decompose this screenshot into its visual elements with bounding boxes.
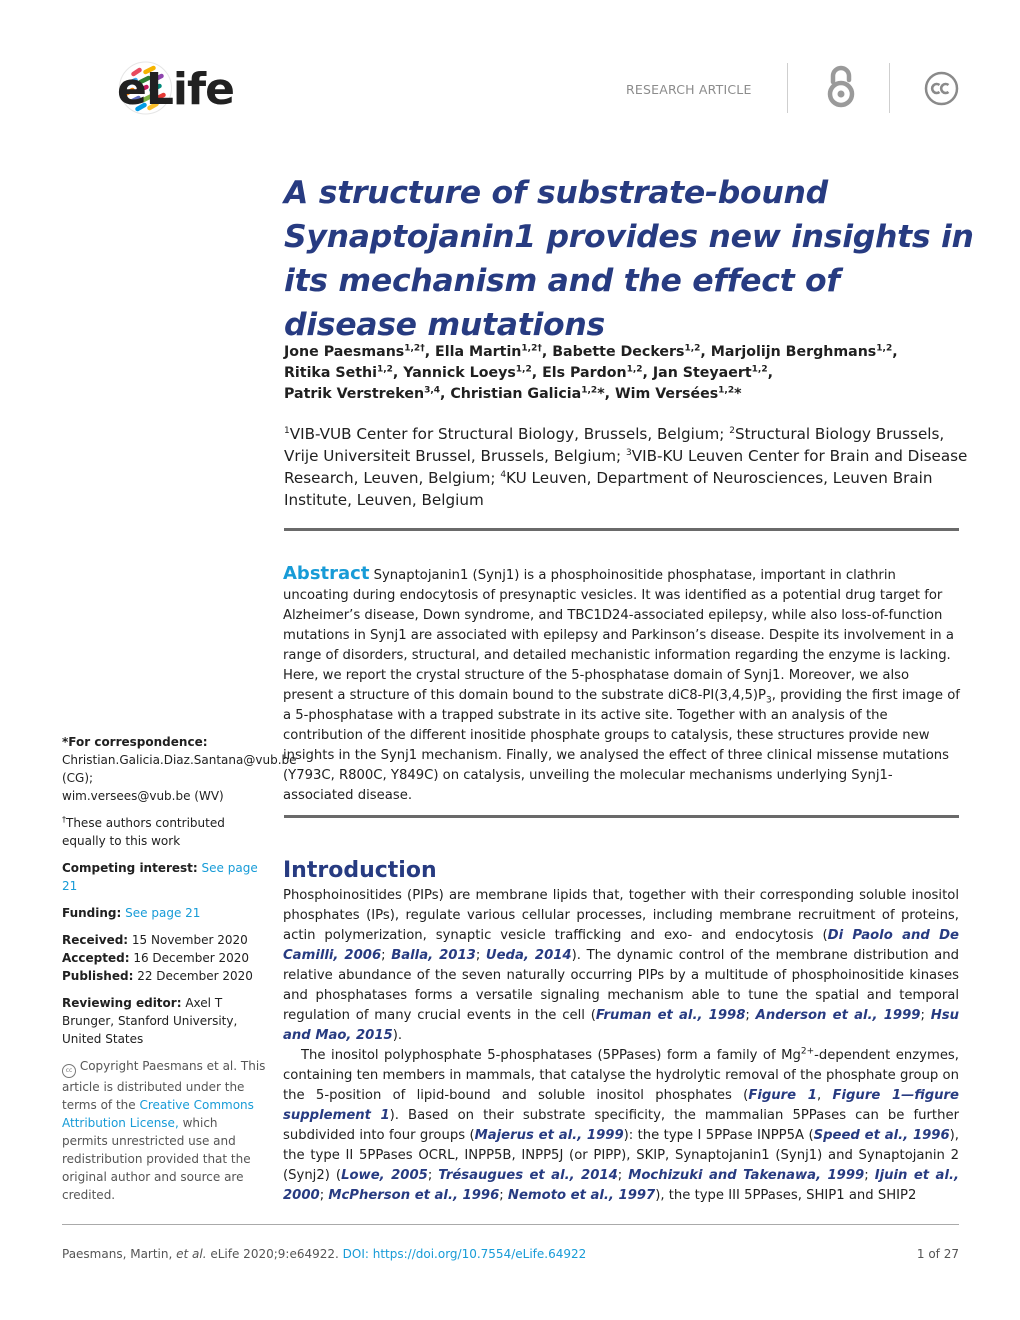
author-name[interactable]: Marjolijn Berghmans (710, 344, 877, 360)
published-date: 22 December 2020 (137, 969, 253, 983)
received-date: 15 November 2020 (131, 933, 248, 947)
citation-link[interactable]: McPherson et al., 1996 (328, 1188, 500, 1203)
abstract: Abstract Synaptojanin1 (Synj1) is a phosphoinositide phosphatase, important in clathrin uncoating during endocytosis of presynaptic vesicles. It was identified as a potential drug target for Alzheimer’s disease, Down syndrome, and TBC1D24-associated epilepsy, while also loss-of-function mutations in Synj1 are associated with epilepsy and Parkinson’s disease. Despite its involvement in a range of disorders, structural, and detailed mechanistic information regarding the enzyme is lacking. Here, we report the crystal structure of the 5-phosphatase domain of Synj1. Moreover, we also present a structure of this domain bound to the substrate $diC8-PI(3,4,5)P_3$, providing the first image of a 5-phosphatase with a trapped substrate in its active site. Together with an analysis of the contribution of the different inositide phosphate groups to catalysis, these structures provide new insights in the Synj1 mechanism. Finally, we analysed the effect of three clinical missense mutations (Y793C, R800C, Y849C) on catalysis, unveiling the molecular mechanisms underlying Synj1-associated disease. (283, 563, 960, 803)
creative-commons-icon (924, 71, 959, 106)
citation-link[interactable]: Trésaugues et al., 2014 (438, 1168, 618, 1183)
author-list: Jone Paesmans$^{1,2\dagger}$, Ella Martin$^{1,2\dagger}$, Babette Deckers$^{1,2}$, Marjolijn Berghmans$^{1,2}$, Ritika Sethi$^{1,2}$, Yannick Loeys$^{1,2}$, Els Pardon$^{1,2}$, Jan Steyaert$^{1,2}$, Patrik Verstreken$^{3,4}$, Christian Galicia$^{1,2}$*, Wim Versées$^{1,2}$* (284, 343, 898, 402)
article-type-label: RESEARCH ARTICLE (626, 82, 752, 97)
article-title: A structure of substrate-bound Synaptojanin1 provides new insights in its mechanism and the effect of disease mutations (284, 175, 974, 343)
footer-citation: Paesmans, Martin, et al. eLife 2020;9:e64922. DOI: https://doi.org/10.7554/eLife.64922 (62, 1247, 587, 1261)
citation-link[interactable]: Di Paolo and De Camilli, 2006 (283, 928, 959, 963)
citation-link[interactable]: Fruman et al., 1998 (595, 1008, 746, 1023)
correspondence-email[interactable]: Christian.Galicia.Diaz.Santana@vub.be (CG); (62, 753, 297, 785)
citation-link[interactable]: Majerus et al., 1999 (474, 1128, 624, 1143)
correspondence-email[interactable]: wim.versees@vub.be (WV) (62, 789, 224, 803)
author-name[interactable]: Jan Steyaert (652, 365, 752, 381)
header-divider (787, 63, 788, 113)
author-name[interactable]: Jone Paesmans (284, 344, 405, 360)
header-divider (889, 63, 890, 113)
author-name[interactable]: Wim Versées (614, 386, 719, 402)
affiliations: $^1$VIB-VUB Center for Structural Biology, Brussels, Belgium; $^2$Structural Biology Brussels, Vrije Universiteit Brussel, Brussels, Belgium; $^3$VIB-KU Leuven Center for Brain and Disease Research, Leuven, Belgium; $^4$KU Leuven, Department of Neurosciences, Leuven Brain Institute, Leuven, Belgium (284, 425, 968, 509)
abstract-heading: Abstract (283, 563, 370, 584)
correspondence-block (62, 733, 297, 805)
reviewing-editor: Reviewing editor: Axel T Brunger, Stanford University, United States (62, 996, 238, 1046)
figure-link[interactable]: Figure 1—figure supplement 1 (283, 1088, 959, 1123)
section-heading: Introduction (283, 858, 437, 883)
author-name[interactable]: Ella Martin (435, 344, 522, 360)
page-number: 1 of 27 (916, 1247, 959, 1261)
section-divider (284, 528, 959, 531)
citation-link[interactable]: Hsu and Mao, 2015 (283, 1008, 959, 1043)
citation-link[interactable]: Mochizuki and Takenawa, 1999 (628, 1168, 865, 1183)
dates: Received: 15 November 2020 Accepted: 16 December 2020 Published: 22 December 2020 (62, 933, 253, 983)
author-name[interactable]: Yannick Loeys (403, 365, 516, 381)
funding: Funding: See page 21 (62, 906, 201, 920)
open-access-icon (822, 64, 860, 108)
footer-divider (62, 1224, 959, 1225)
competing-interest: Competing interest: See page 21 (62, 861, 258, 893)
citation-link[interactable]: Ijuin et al., 2000 (283, 1168, 959, 1203)
equal-contribution-note: †These authors contributed equally to this work (62, 815, 225, 848)
cc-small-icon: cc (62, 1064, 76, 1078)
article-sidebar (62, 733, 297, 1213)
citation-link[interactable]: Speed et al., 1996 (813, 1128, 950, 1143)
correspondence-label: *For correspondence: (62, 735, 208, 749)
introduction-body (283, 886, 959, 1206)
author-name[interactable]: Christian Galicia (450, 386, 582, 402)
figure-link[interactable]: Figure 1 (748, 1088, 817, 1103)
author-name[interactable]: Babette Deckers (552, 344, 685, 360)
paragraph: Phosphoinositides (PIPs) are membrane lipids that, together with their corresponding soluble inositol phosphates (IPs), regulate various cellular processes, including membrane recruitment of proteins, actin polymerization, synaptic vesicle trafficking and exo- and endocytosis (Di Paolo and De Camilli, 2006; Balla, 2013; Ueda, 2014). The dynamic control of the membrane distribution and relative abundance of the seven naturally occurring PIPs by a multitude of phosphoinositide kinases and phosphatases forms a versatile signaling mechanism able to tune the spatial and temporal regulation of many crucial events in the cell (Fruman et al., 1998; Anderson et al., 1999; Hsu and Mao, 2015). (283, 888, 959, 1043)
license-link[interactable]: Creative Commons Attribution License, (62, 1098, 254, 1130)
accepted-date: 16 December 2020 (133, 951, 250, 965)
doi-link[interactable]: DOI: https://doi.org/10.7554/eLife.64922 (342, 1247, 587, 1261)
citation-link[interactable]: Balla, 2013 (391, 948, 476, 963)
paragraph: The inositol polyphosphate 5-phosphatases (5PPases) form a family of $Mg^{2+}$-dependent enzymes, containing ten members in mammals, that catalyse the hydrolytic removal of the phosphate group on the 5-position of lipid-bound and soluble inositol phosphates (Figure 1, Figure 1—figure supplement 1). Based on their substrate specificity, the mammalian 5PPases can be further subdivided into four groups (Majerus et al., 1999): the type I 5PPase INPP5A (Speed et al., 1996), the type II 5PPases OCRL, INPP5B, INPP5J (or PIPP), SKIP, Synaptojanin1 (Synj1) and Synaptojanin 2 (Synj2) (Lowe, 2005; Trésaugues et al., 2014; Mochizuki and Takenawa, 1999; Ijuin et al., 2000; McPherson et al., 1996; Nemoto et al., 1997), the type III 5PPases, SHIP1 and SHIP2 (283, 1046, 959, 1203)
funding-link[interactable]: See page 21 (125, 906, 201, 920)
section-divider (284, 815, 959, 818)
elife-wordmark[interactable]: eLife (117, 64, 234, 115)
author-name[interactable]: Els Pardon (542, 365, 627, 381)
citation-link[interactable]: Nemoto et al., 1997 (507, 1188, 656, 1203)
citation-link[interactable]: Anderson et al., 1999 (755, 1008, 921, 1023)
author-name[interactable]: Patrik Verstreken (284, 386, 425, 402)
citation-link[interactable]: Ueda, 2014 (485, 948, 572, 963)
copyright-notice: cc Copyright Paesmans et al. This article is distributed under the terms of the Creative Commons Attribution License, which permits unrestricted use and redistribution provided that the original author and source are credited. (62, 1059, 266, 1202)
competing-interest-link[interactable]: See page 21 (62, 861, 258, 893)
citation-link[interactable]: Lowe, 2005 (341, 1168, 428, 1183)
author-name[interactable]: Ritika Sethi (284, 365, 377, 381)
